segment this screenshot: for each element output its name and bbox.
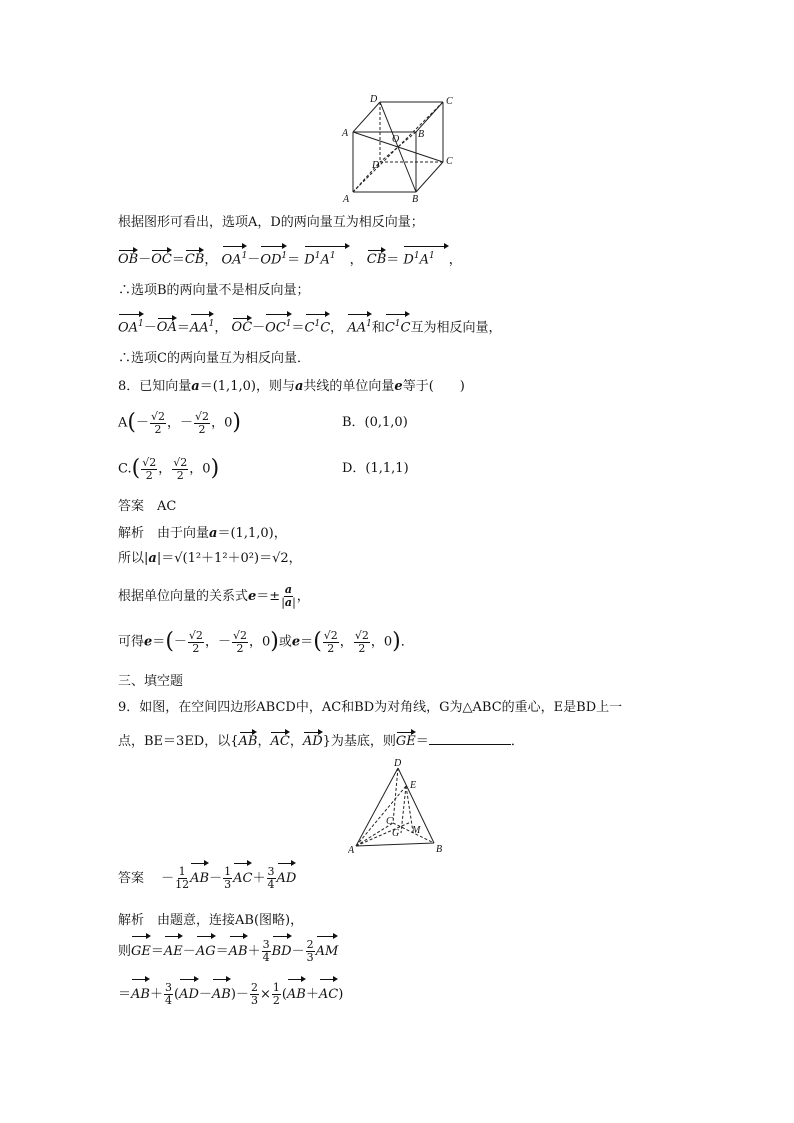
vector-equation-line-4: $OA^1-OA=AA^1$， $OC-OC^1=C^1C$， $AA^1$和$C^1C$互为相反向量， [118,315,502,337]
analysis-8-line-4: 可得e＝(－ $\frac{√2}{2}$ ，－ $\frac{√2}{2}$ ，0)或e＝( $\frac{√2}{2}$ ， $\frac{√2}{2}$ ，0)． [118,628,414,655]
question-8-stem: 8．已知向量a＝(1,1,0)，则与a共线的单位向量e等于( ) [118,379,465,394]
analysis-8-line-3: 根据单位向量的关系式e＝± $\frac{a}{|a|}$ ， [118,583,310,609]
vector-equation-line-2: OB－OC＝CB， $OA^1-OD^1= D^1A^1$ ， $CB= D^1A^1$ ， [118,247,462,269]
label-G: G [392,828,400,839]
section-heading: 三、填空题 [118,674,184,689]
label-M: M [412,825,421,836]
label-B1: B [412,194,419,204]
option-c: C.( $\frac{√2}{2}$ ， $\frac{√2}{2}$ ，0) [118,455,220,482]
question-9-line-1: 9．如图，在空间四边形ABCD中，AC和BD为对角线，G为△ABC的重心，E是BD上一 [118,700,623,715]
label-A: A [348,845,355,856]
option-b: B．(0,1,0) [342,415,408,430]
option-d: D．(1,1,1) [342,461,409,476]
answer-8: 答案 AC [118,499,177,514]
label-C: C [386,816,393,827]
analysis-line-1: 根据图形可看出，选项A，D的两向量互为相反向量； [118,215,424,230]
label-D1: D [372,160,380,171]
question-9-line-2: 点，BE＝3ED，以{AB，AC，AD}为基底，则GE＝ ． [118,734,524,749]
answer-blank[interactable] [429,732,511,745]
label-A: A [342,128,349,139]
analysis-8-line-2: 所以|a|＝√(1²＋1²＋0²)＝√2， [118,551,302,566]
label-B: B [418,129,425,140]
label-A1: A [343,194,350,204]
option-a: A(－ $\frac{√2}{2}$ ，－ $\frac{√2}{2}$ ，0) [118,409,241,436]
label-O: O [392,134,400,145]
label-D: D [370,94,378,105]
analysis-9-line-1: 解析 由题意，连接AB(图略)， [118,913,304,928]
label-B: B [436,844,443,855]
analysis-9-line-3: ＝AB＋ $\frac{3}{4}$ (AD－AB)－ $\frac{2}{3}$ × $\frac{1}{2}$ (AB＋AC) [118,980,343,1010]
label-E: E [410,780,417,791]
analysis-8-line-1: 解析 由于向量a＝(1,1,0)， [118,526,287,541]
label-C: C [446,96,453,107]
label-C1: C [446,156,453,167]
cube-figure [340,92,470,204]
analysis-line-5: ∴选项C的两向量互为相反向量． [118,351,310,366]
analysis-9-line-2: 则GE＝AE－AG＝AB＋ $\frac{3}{4}$ BD－ $\frac{2}{3}$ AM [118,937,338,967]
label-D: D [394,758,402,769]
answer-9: 答案 － $\frac{1}{12}$ AB－ $\frac{1}{3}$ AC＋ $\frac{3}{4}$ AD [118,864,296,894]
tetrahedron-figure [348,758,458,856]
analysis-line-3: ∴选项B的两向量不是相反向量； [118,283,310,298]
